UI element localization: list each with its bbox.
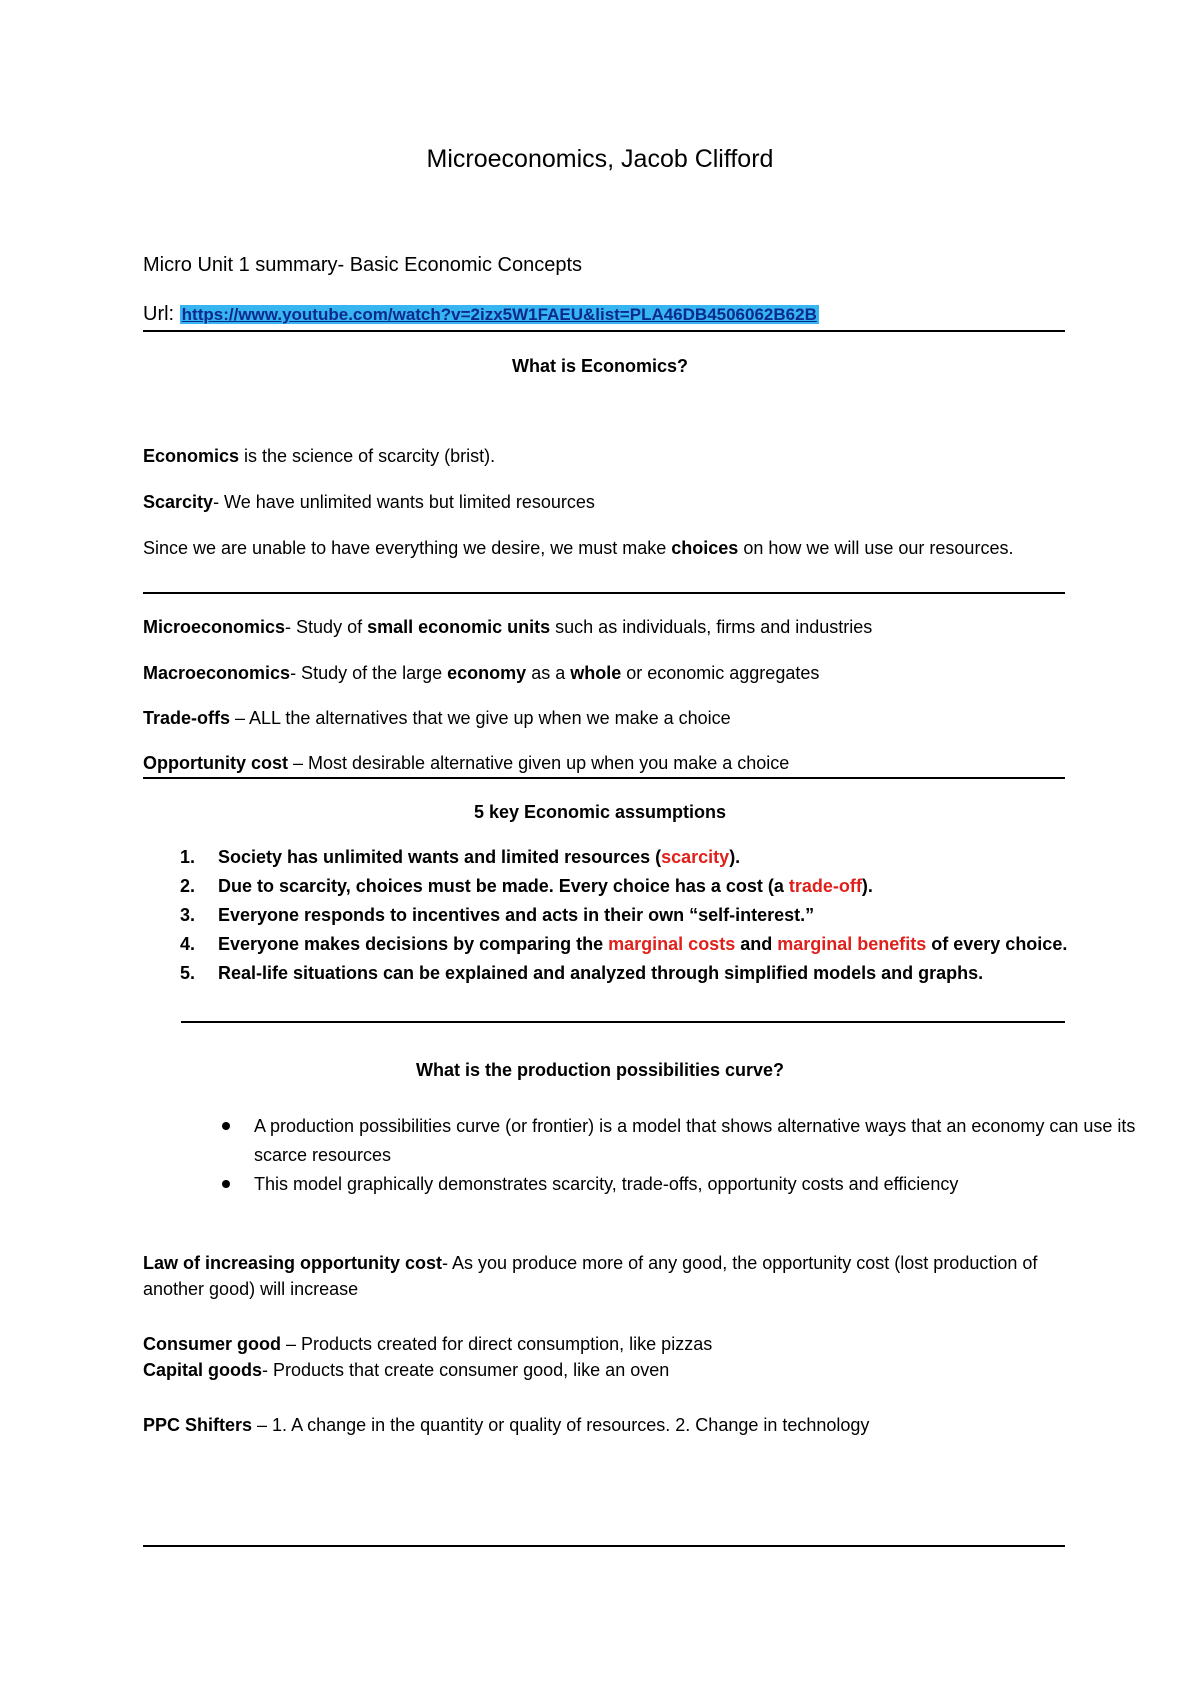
list-item [254, 1170, 1176, 1199]
macro-bold-economy: economy [447, 663, 527, 683]
paragraph-trade-offs [143, 704, 1065, 733]
paragraph-consumer-good [143, 1331, 1065, 1357]
highlight-marginal-costs: marginal costs [608, 934, 736, 954]
youtube-url-link[interactable]: https://www.youtube.com/watch?v=2izx5W1FAEU&list=PLA46DB4506062B62B [181, 305, 817, 324]
list-number: 4. [180, 934, 196, 954]
ppc-bullet-list [143, 1112, 1176, 1199]
highlight-trade-off: trade-off [788, 876, 862, 896]
definition-scarcity: - We have unlimited wants but limited resources [213, 492, 595, 512]
item-text-end: of every choice. [926, 934, 1068, 954]
item-text: Society has unlimited wants and limited resources ( [218, 847, 662, 867]
macro-text-b: as a [526, 663, 571, 683]
section-heading-what-is-economics: What is Economics? [511, 356, 689, 376]
paragraph-scarcity [143, 488, 1065, 517]
macro-text-a: - Study of the large [290, 663, 448, 683]
bullet-icon [222, 1180, 230, 1188]
divider-rule [143, 330, 1065, 332]
term-consumer-good: Consumer good [143, 1334, 281, 1354]
list-number: 5. [180, 963, 196, 983]
term-macroeconomics: Macroeconomics [143, 663, 291, 683]
list-item [180, 959, 1140, 988]
list-number: 3. [180, 905, 196, 925]
definition-opportunity-cost: – Most desirable alternative given up when you make a choice [288, 753, 790, 773]
choices-text-b: on how we will use our resources. [738, 538, 1014, 558]
item-text: Due to scarcity, choices must be made. Every choice has a cost (a [218, 876, 789, 896]
url-label: Url: [143, 303, 175, 325]
section-heading-ppc: What is the production possibilities curve? [415, 1060, 785, 1080]
divider-rule [143, 1545, 1065, 1547]
paragraph-ppc-shifters [143, 1412, 1065, 1438]
paragraph-opportunity-cost [143, 749, 1065, 778]
document-title: Microeconomics, Jacob Clifford [426, 145, 774, 173]
term-choices: choices [671, 538, 739, 558]
micro-bold: small economic units [367, 617, 551, 637]
term-capital-goods: Capital goods [143, 1360, 263, 1380]
bullet-text: A production possibilities curve (or frontier) is a model that shows alternative ways that an economy can use its scarce resources [254, 1116, 1136, 1165]
term-law-of-increasing-cost: Law of increasing opportunity cost [143, 1253, 443, 1273]
definition-law-of-increasing-cost: - As you produce more of any good, the opportunity cost (lost production of another good) will increase [143, 1253, 1038, 1299]
list-item [180, 930, 1140, 959]
definition-economics: is the science of scarcity (brist). [239, 446, 496, 466]
macro-text-c: or economic aggregates [621, 663, 820, 683]
micro-text-a: - Study of [285, 617, 368, 637]
divider-rule [143, 777, 1065, 779]
bullet-icon [222, 1122, 230, 1130]
definition-capital-goods: - Products that create consumer good, like an oven [262, 1360, 670, 1380]
term-trade-offs: Trade-offs [143, 708, 231, 728]
term-ppc-shifters: PPC Shifters [143, 1415, 253, 1435]
list-item [180, 872, 1140, 901]
item-text-end: ). [729, 847, 741, 867]
unit-summary-heading: Micro Unit 1 summary- Basic Economic Concepts [143, 254, 583, 276]
term-opportunity-cost: Opportunity cost [143, 753, 288, 773]
item-text-mid: and [735, 934, 778, 954]
list-number: 1. [180, 847, 196, 867]
definition-consumer-good: – Products created for direct consumption, like pizzas [281, 1334, 713, 1354]
definition-ppc-shifters: – 1. A change in the quantity or quality of resources. 2. Change in technology [252, 1415, 870, 1435]
paragraph-capital-goods [143, 1357, 1065, 1383]
list-number: 2. [180, 876, 196, 896]
item-text: Real-life situations can be explained and analyzed through simplified models and graphs. [218, 963, 984, 983]
paragraph-microeconomics [143, 613, 1065, 642]
highlight-marginal-benefits: marginal benefits [777, 934, 927, 954]
term-scarcity: Scarcity [143, 492, 214, 512]
assumptions-list [143, 843, 1140, 988]
bullet-text: This model graphically demonstrates scarcity, trade-offs, opportunity costs and efficiency [254, 1174, 959, 1194]
paragraph-law-of-increasing-cost [143, 1250, 1065, 1302]
divider-rule [181, 1021, 1065, 1023]
list-item [254, 1112, 1176, 1170]
url-line [143, 303, 819, 326]
micro-text-b: such as individuals, firms and industries [550, 617, 873, 637]
item-text: Everyone makes decisions by comparing the [218, 934, 609, 954]
term-economics: Economics [143, 446, 240, 466]
definition-trade-offs: – ALL the alternatives that we give up when we make a choice [230, 708, 731, 728]
paragraph-economics [143, 442, 1065, 471]
term-microeconomics: Microeconomics [143, 617, 286, 637]
section-heading-assumptions: 5 key Economic assumptions [473, 802, 727, 822]
item-text: Everyone responds to incentives and acts in their own “self-interest.” [218, 905, 815, 925]
list-item [180, 901, 1140, 930]
macro-bold-whole: whole [570, 663, 622, 683]
paragraph-macroeconomics [143, 659, 1065, 688]
paragraph-choices [143, 534, 1065, 563]
highlight-scarcity: scarcity [661, 847, 730, 867]
list-item [180, 843, 1140, 872]
divider-rule [143, 592, 1065, 594]
choices-text-a: Since we are unable to have everything we desire, we must make [143, 538, 672, 558]
item-text-end: ). [861, 876, 873, 896]
